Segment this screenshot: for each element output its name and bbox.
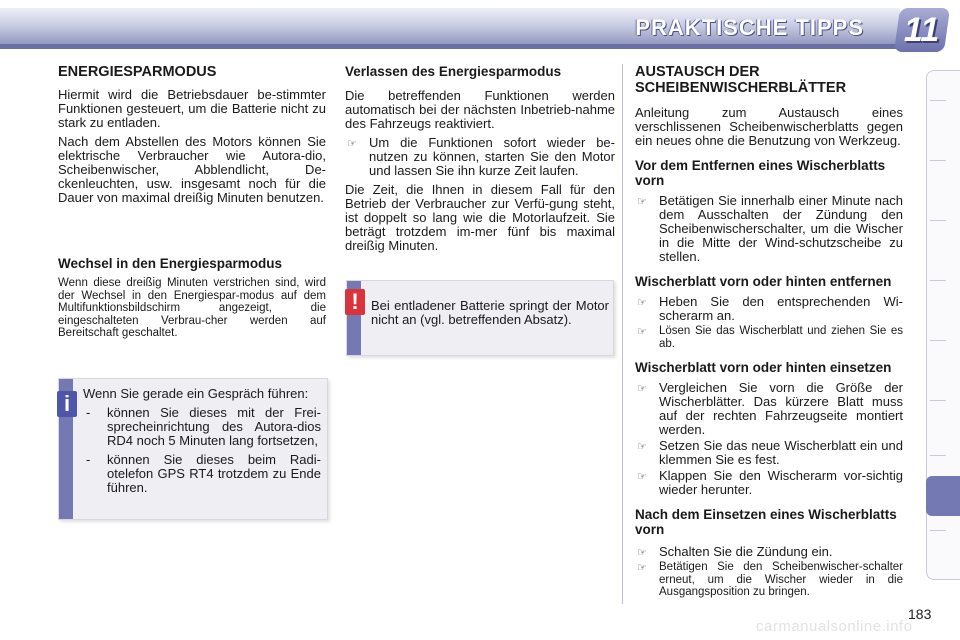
column-wiper-blades [635,64,903,601]
list-item-text: Vergleichen Sie vorn die Größe der Wischerblätter. Das kürzere Blatt muss auf der rechten Fahrzeugseite montiert werden. [659,380,903,437]
info-list [83,406,321,495]
column-divider [622,64,623,604]
list-item [635,194,903,264]
column-energy-saving [58,64,326,210]
pointing-hand-icon: ☞ [637,441,647,453]
section-heading: Verlassen des Energiesparmodus [345,64,562,79]
tab-divider [930,530,946,531]
pointing-hand-icon: ☞ [637,297,647,309]
chapter-number: 11 [904,10,940,49]
bullet-list [635,295,903,350]
paragraph: Anleitung zum Austausch eines verschlissenen Scheibenwischerblatts gegen ein neues ohne die Benutzung von Werkzeug. [635,105,903,148]
list-item [345,136,615,178]
info-icon: i [57,391,77,417]
list-item [635,561,903,599]
list-item [635,545,903,559]
paragraph: Die Zeit, die Ihnen in diesem Fall für den Betrieb der Verbraucher zur Verfü-gung steht, ist doppelt so lang wie die Motorlaufzeit. Sie beträgt trotzdem im-mer fünf bis maximal dreißig Minuten. [345,182,615,253]
list-item-text: Setzen Sie das neue Wischerblatt ein und klemmen Sie es fest. [659,438,903,467]
list-item-text: Betätigen Sie innerhalb einer Minute nach dem Ausschalten der Zündung den Scheibenwischerschalter, um die Wischer in die Mitte der Wind-schutzscheibe zu stellen. [659,193,903,264]
pointing-hand-icon: ☞ [637,471,647,483]
page-header [0,0,960,52]
tab-divider [930,340,946,341]
column-energy-saving-switch [58,256,326,345]
list-item [635,295,903,323]
pointing-hand-icon: ☞ [637,383,647,395]
tab-divider [930,400,946,401]
tab-divider [930,100,946,101]
pointing-hand-icon: ☞ [637,547,647,559]
paragraph: Wenn diese dreißig Minuten verstrichen sind, wird der Wechsel in den Energiespar-modus auf dem Multifunktionsbildschirm angezeigt, die eingeschalteten Verbrau-cher werden auf Bereitschaft geschaltet. [58,277,326,339]
list-item [635,469,903,497]
pointing-hand-icon: ☞ [637,562,647,574]
dash-marker: - [86,405,91,420]
info-intro: Wenn Sie gerade ein Gespräch führen: [83,386,309,401]
sub-heading: Vor dem Entfernen eines Wischerblatts vorn [635,158,886,188]
column-exit-energy-saving [345,64,615,258]
sub-heading: Nach dem Einsetzen eines Wischerblatts vorn [635,507,897,537]
pointing-hand-icon: ☞ [637,196,647,208]
bullet-list [345,136,615,178]
header-rule [0,44,905,49]
info-box [58,378,328,520]
list-item-text: Klappen Sie den Wischerarm vor-sichtig wieder herunter. [659,468,903,497]
bullet-list [635,381,903,497]
tab-divider [930,160,946,161]
info-box-text [83,387,321,495]
paragraph: Hiermit wird die Betriebsdauer be-stimmter Funktionen gesteuert, um die Batterie nicht zu stark zu entladen. [58,87,326,130]
bullet-list [635,545,903,599]
chapter-badge [894,8,950,52]
warning-box [346,280,614,356]
list-item-text: Heben Sie den entsprechenden Wi-scherarm an. [659,294,903,323]
paragraph: Nach dem Abstellen des Motors können Sie elektrische Verbraucher wie Autora-dio, Scheibenwischer, Abblendlicht, De-ckenleuchten, usw. insgesamt noch für die Dauer von maximal dreißig Minuten benutzen. [58,134,326,205]
chapter-title: PRAKTISCHE TIPPS [635,15,864,40]
list-item [635,381,903,437]
list-item-text: Um die Funktionen sofort wieder be-nutzen zu können, starten Sie den Motor und lassen Sie ihn kurze Zeit laufen. [369,135,615,178]
page-number: 183 [908,606,932,622]
sub-heading: Wechsel in den Energiesparmodus [58,256,283,271]
section-heading: ENERGIESPARMODUS [58,64,217,80]
list-item-text: können Sie dieses mit der Frei-sprecheinrichtung des Autora-dios RD4 noch 5 Minuten lang fortsetzen, [107,405,321,448]
list-item [635,325,903,350]
list-item [635,439,903,467]
warning-box-text [371,299,609,327]
list-item-text: Lösen Sie das Wischerblatt und ziehen Sie es ab. [659,325,903,350]
pointing-hand-icon: ☞ [637,326,647,338]
tab-divider [930,455,946,456]
list-item-text: können Sie dieses beim Radi-otelefon GPS RT4 trotzdem zu Ende führen. [107,452,321,495]
warning-icon: ! [345,289,365,315]
section-heading: AUSTAUSCH DER SCHEIBENWISCHERBLÄTTER [635,64,847,96]
tab-divider [930,220,946,221]
tab-divider [930,280,946,281]
bullet-list [635,194,903,264]
list-item [83,453,321,495]
sub-heading: Wischerblatt vorn oder hinten einsetzen [635,360,892,375]
warning-text: Bei entladener Batterie springt der Motor nicht an (vgl. betreffenden Absatz). [371,298,609,327]
list-item [83,406,321,448]
watermark: carmanualsonline.info [756,618,913,635]
dash-marker: - [86,452,91,467]
sub-heading: Wischerblatt vorn oder hinten entfernen [635,274,892,289]
list-item-text: Schalten Sie die Zündung ein. [659,544,833,559]
list-item-text: Betätigen Sie den Scheibenwischer-schalter erneut, um die Wischer wieder in die Ausgangsposition zu bringen. [659,561,903,598]
paragraph: Die betreffenden Funktionen werden automatisch bei der nächsten Inbetrieb-nahme des Fahrzeugs reaktiviert. [345,88,615,131]
pointing-hand-icon: ☞ [347,138,357,150]
chapter-tab-active[interactable] [926,476,960,516]
